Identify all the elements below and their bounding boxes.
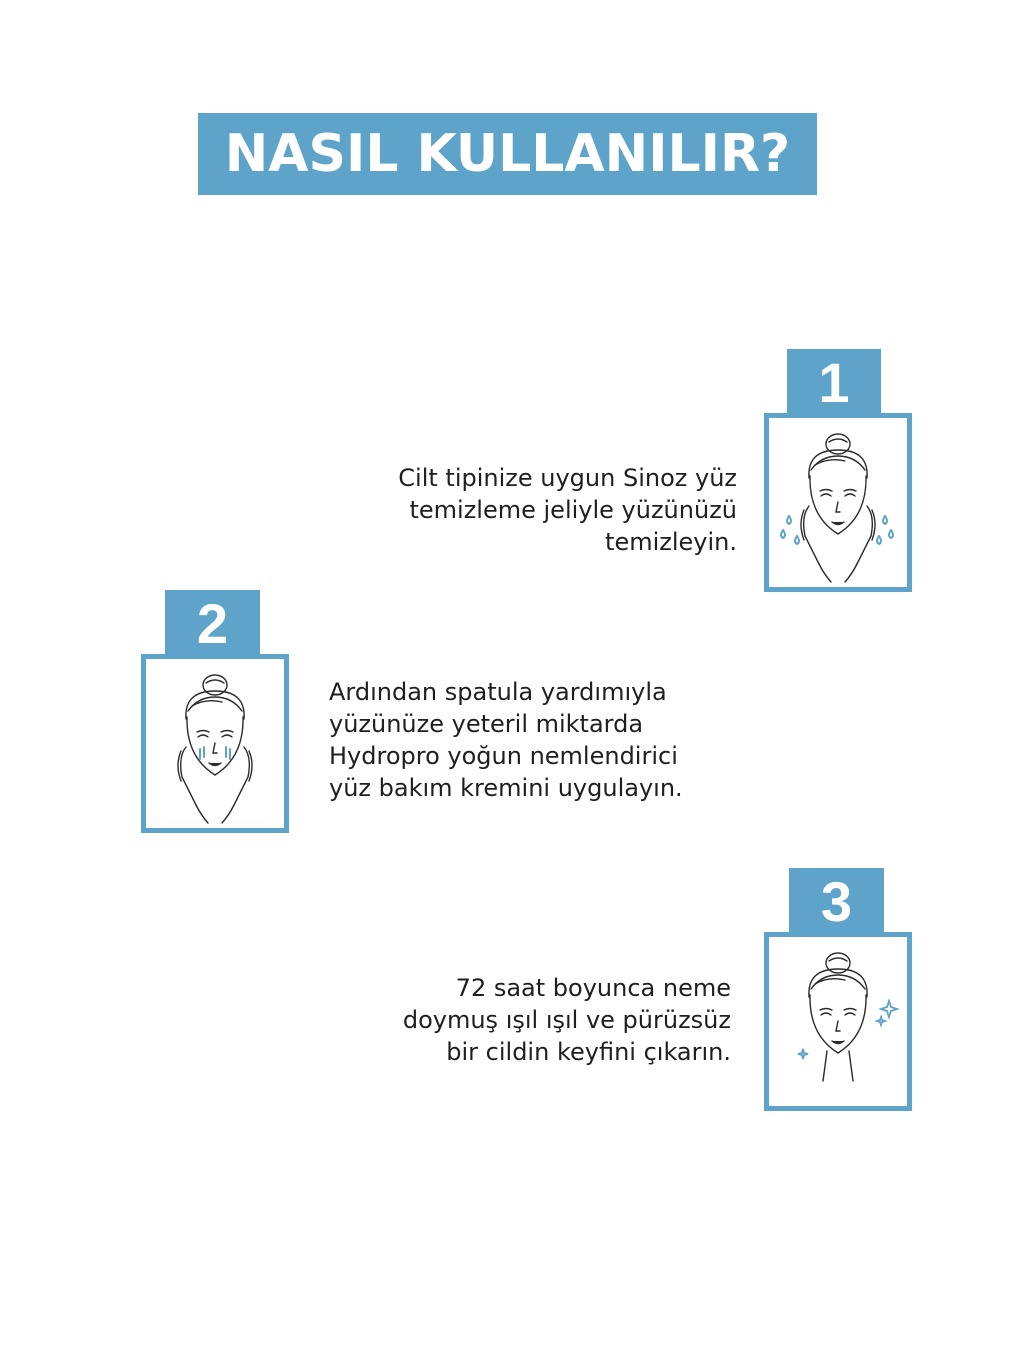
step-1-line-1: Cilt tipinize uygun Sinoz yüz xyxy=(398,464,737,492)
step-2-number: 2 xyxy=(196,591,229,655)
step-1-line-3: temizleyin. xyxy=(605,528,737,556)
step-3-number: 3 xyxy=(820,869,853,933)
step-1-number-tab xyxy=(787,349,881,415)
step-2-line-4: yüz bakım kremini uygulayın. xyxy=(329,774,683,802)
step-1-icon-box xyxy=(764,413,912,592)
step-2-line-1: Ardından spatula yardımıyla xyxy=(329,678,667,706)
step-3-icon-box xyxy=(764,932,912,1111)
step-3-line-1: 72 saat boyunca neme xyxy=(455,974,731,1002)
face-cleansing-icon xyxy=(769,418,907,587)
step-2-line-3: Hydropro yoğun nemlendirici xyxy=(329,742,678,770)
step-3-line-3: bir cildin keyfini çıkarın. xyxy=(446,1038,731,1066)
step-1-number: 1 xyxy=(818,350,850,414)
step-2-text xyxy=(329,676,683,804)
title-banner xyxy=(198,113,817,195)
step-1-line-2: temizleme jeliyle yüzünüzü xyxy=(409,496,737,524)
face-cream-application-icon xyxy=(146,659,284,828)
step-2-icon-box xyxy=(141,654,289,833)
glowing-face-icon xyxy=(769,937,907,1106)
step-2-number-tab xyxy=(165,590,260,656)
step-3-text xyxy=(403,972,731,1068)
step-2-line-2: yüzünüze yeteril miktarda xyxy=(329,710,644,738)
step-3-line-2: doymuş ışıl ışıl ve pürüzsüz xyxy=(402,1006,731,1034)
step-3-number-tab xyxy=(789,868,884,934)
step-1-text xyxy=(398,462,737,558)
page-title: NASIL KULLANILIR? xyxy=(224,124,791,184)
